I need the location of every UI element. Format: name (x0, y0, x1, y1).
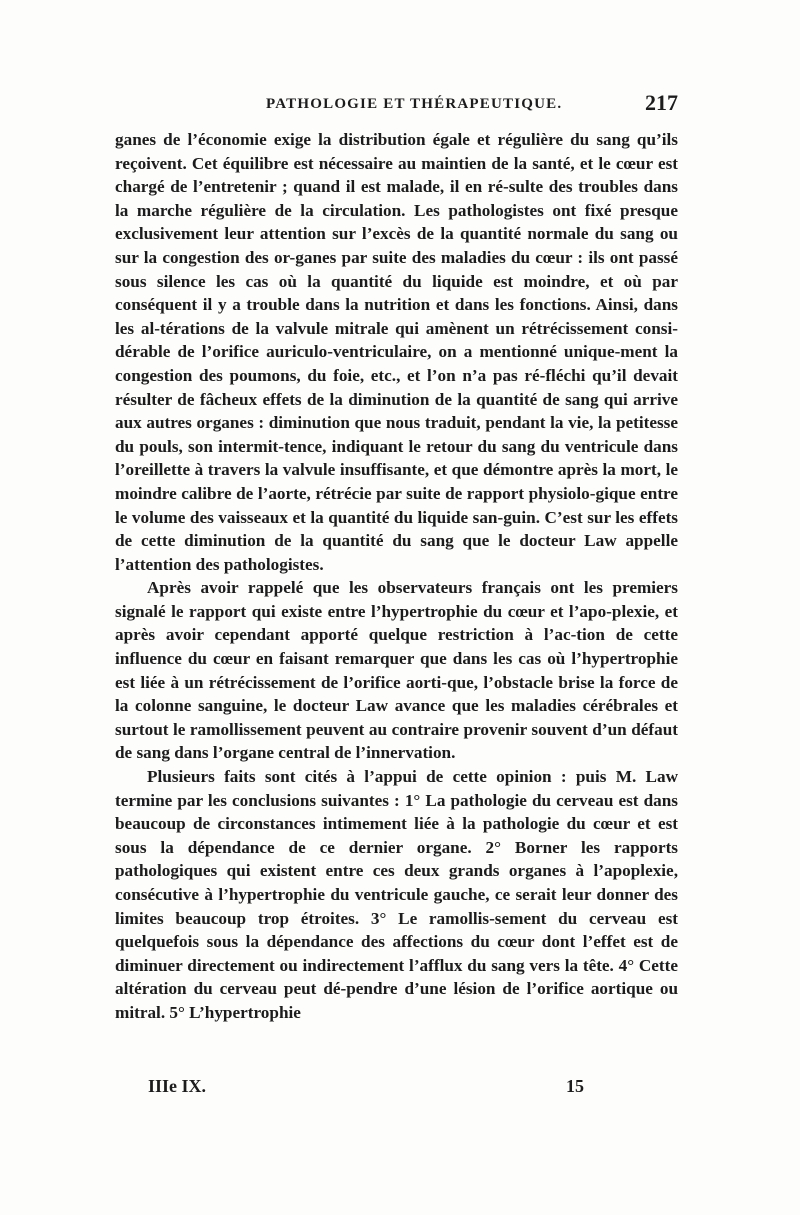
body-text (115, 128, 678, 1025)
signature-mark: IIIe IX. (148, 1076, 207, 1096)
paragraph-continued: ganes de l’économie exige la distribution égale et régulière du sang qu’ils reçoivent. Cet équilibre est nécessaire au maintien de la santé, et le cœur est chargé de l’entretenir ; quand il est malade, il en ré-sulte des troubles dans la marche régulière de la circulation. Les pathologistes ont fixé presque exclusivement leur attention sur l’excès de la quantité normale du sang ou sur la congestion des or-ganes par suite des maladies du cœur : ils ont passé sous silence les cas où la quantité du liquide est moindre, et où par conséquent il y a trouble dans la nutrition et dans les fonctions. Ainsi, dans les al-térations de la valvule mitrale qui amènent un rétrécissement consi-dérable de l’orifice auriculo-ventriculaire, on a mentionné unique-ment la congestion des poumons, du foie, etc., et l’on n’a pas ré-fléchi qu’il devait résulter de fâcheux effets de la diminution de la quantité de sang qui arrive aux autres organes : diminution que nous traduit, pendant la vie, la petitesse du pouls, son intermit-tence, indiquant le retour du sang du ventricule dans l’oreillette à travers la valvule insuffisante, et que démontre après la mort, le moindre calibre de l’aorte, rétrécie par suite de rapport physiolo-gique entre le volume des vaisseaux et la quantité du liquide san-guin. C’est sur les effets de cette diminution de la quantité du sang que le docteur Law appelle l’attention des pathologistes. (115, 130, 678, 574)
paragraph: Plusieurs faits sont cités à l’appui de cette opinion : puis M. Law termine par les conclusions suivantes : 1° La pathologie du cerveau est dans beaucoup de circonstances intimement liée à la pathologie du cœur et est sous la dépendance de ce dernier organe. 2° Borner les rapports pathologiques qui existent entre ces deux grands organes à l’apoplexie, consécutive à l’hypertrophie du ventricule gauche, ce serait leur donner des limites beaucoup trop étroites. 3° Le ramollis-sement du cerveau est quelquefois sous la dépendance des affections du cœur dont l’effet est de diminuer directement ou indirectement l’afflux du sang vers la tête. 4° Cette altération du cerveau peut dé-pendre d’une lésion de l’orifice aortique ou mitral. 5° L’hypertrophie (115, 767, 678, 1022)
signature-line (148, 1076, 678, 1104)
running-title: PATHOLOGIE ET THÉRAPEUTIQUE. (266, 96, 563, 112)
page-number: 217 (645, 90, 678, 115)
running-head (118, 90, 678, 120)
signature-number: 15 (566, 1076, 584, 1096)
paragraph: Après avoir rappelé que les observateurs français ont les premiers signalé le rapport qui existe entre l’hypertrophie du cœur et l’apo-plexie, et après avoir cependant apporté quelque restriction à l’ac-tion de cette influence du cœur en faisant remarquer que dans les cas où l’hypertrophie est liée à un rétrécissement de l’orifice aorti-que, l’obstacle brise la force de la colonne sanguine, le docteur Law avance que les maladies cérébrales et surtout le ramollissement peuvent au contraire provenir souvent d’un défaut de sang dans l’organe central de l’innervation. (115, 578, 678, 763)
